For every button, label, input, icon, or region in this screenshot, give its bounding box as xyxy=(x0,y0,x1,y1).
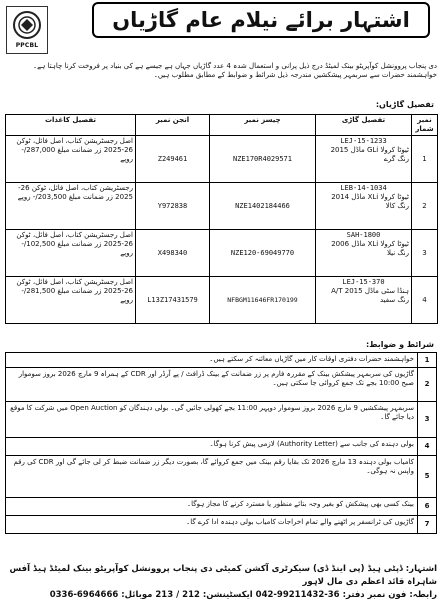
table-row xyxy=(6,277,438,324)
vehicle-description: ہنڈا سٹی ماڈل 2015 A/T رنگ سفید xyxy=(331,287,409,304)
row-serial: 2 xyxy=(412,183,438,230)
term-text: کامیاب بولی دہندہ 13 مارچ 2026 تک بقایا رقم بینک میں جمع کروائے گا، بصورت دیگر زر ضمانت ضبط کر لی جائے گی اور CDR کی رقم واپس نہ ہوگی۔ xyxy=(13,458,414,475)
row-documents: اصل رجسٹریشن کتاب، اصل فائل، ٹوکن 26-2025 زر ضمانت مبلغ 287,000/- روپے xyxy=(6,136,136,183)
terms-section-title: شرائط و ضوابط: xyxy=(366,340,434,349)
row-vehicle xyxy=(316,230,412,277)
table-row xyxy=(6,230,438,277)
row-engine: Y972838 xyxy=(136,183,210,230)
extension-label: ایکسٹینشن: xyxy=(202,590,253,600)
row-chassis: NZE1402184466 xyxy=(210,183,316,230)
header-documents: تفصیل کاغذات xyxy=(6,115,136,136)
vehicle-description: ٹیوٹا کرولا XLi ماڈل 2006 رنگ نیلا xyxy=(331,240,409,257)
term-item xyxy=(5,456,437,498)
header-vehicle: تفصیل گاڑی xyxy=(316,115,412,136)
intro-paragraph: دی پنجاب پروونشل کوآپریٹو بینک لمیٹڈ درج ذیل پرانی و استعمال شدہ 4 عدد گاڑیاں جہاں ہے جیسے ہے کی بنیاد پر فروخت کرنا چاہتا ہے۔ خواہشمند حضرات سے سربمہر پیشکشیں مندرجہ ذیل شرائط و ضوابط کے مطابق مطلوب ہیں۔ xyxy=(33,62,437,79)
header-engine: انجن نمبر xyxy=(136,115,210,136)
terms-list xyxy=(5,352,437,534)
header-serial: نمبر شمار xyxy=(412,115,438,136)
term-number: 2 xyxy=(417,368,436,401)
term-number: 3 xyxy=(417,402,436,437)
row-chassis: NZE120-69049770 xyxy=(210,230,316,277)
footer-contact xyxy=(5,563,437,602)
row-engine: Z249461 xyxy=(136,136,210,183)
row-vehicle xyxy=(316,136,412,183)
table-header-row xyxy=(6,115,438,136)
extension-number: 213 / 212 xyxy=(155,590,200,600)
row-engine: L13Z17431579 xyxy=(136,277,210,324)
header-chassis: چیسز نمبر xyxy=(210,115,316,136)
vehicles-table xyxy=(5,114,438,324)
term-item xyxy=(5,498,437,516)
term-number: 7 xyxy=(417,516,436,533)
row-chassis: NZE170R4029571 xyxy=(210,136,316,183)
term-text: گاڑیوں کی ٹرانسفر پر اٹھنے والے تمام اخراجات کامیاب بولی دہندہ ادا کرے گا۔ xyxy=(186,518,414,526)
term-number: 6 xyxy=(417,498,436,515)
registration-number: LEJ-15-370 xyxy=(342,278,385,286)
bank-logo xyxy=(6,6,48,54)
row-documents: اصل رجسٹریشن کتاب، اصل فائل، ٹوکن 26-2025 زر ضمانت مبلغ 102,500/- روپے xyxy=(6,230,136,277)
term-text: گاڑیوں کی سربمہر پیشکش بینک کے مقررہ فارم پر زر ضمانت کے بینک ڈرافٹ / پے آرڈر اور CDR کے ہمراہ 9 مارچ 2026 بروز سوموار صبح 10:00 بجے تک جمع کروائی جا سکتی ہیں۔ xyxy=(18,370,414,387)
registration-number: SAH-1800 xyxy=(346,231,381,239)
registration-number: LEB-14-1034 xyxy=(340,184,387,192)
row-vehicle xyxy=(316,183,412,230)
row-chassis: NFBGM11646FR170199 xyxy=(210,277,316,324)
table-row xyxy=(6,183,438,230)
logo-text: PPCBL xyxy=(15,42,39,49)
crest-icon xyxy=(12,10,42,40)
vehicles-section-title: تفصیل گاڑیاں: xyxy=(375,100,434,109)
term-text: خواہشمند حضرات دفتری اوقات کار میں گاڑیاں معائنہ کر سکتے ہیں۔ xyxy=(209,355,414,363)
term-item xyxy=(5,516,437,534)
row-vehicle xyxy=(316,277,412,324)
term-number: 1 xyxy=(417,353,436,367)
registration-number: LEJ-15-1233 xyxy=(340,137,387,145)
vehicle-description: ٹیوٹا کرولا XLi ماڈل 2014 رنگ کالا xyxy=(331,193,409,210)
term-item xyxy=(5,402,437,438)
footer-phones xyxy=(5,589,437,602)
term-text: بولی دہندہ کی جانب سے (Authority Letter) لازمی پیش کرنا ہوگا۔ xyxy=(209,440,414,448)
vehicle-description: ٹیوٹا کرولا GLi ماڈل 2015 رنگ گرے xyxy=(330,146,409,163)
row-serial: 1 xyxy=(412,136,438,183)
row-documents: رجسٹریشن کتاب، اصل فائل، ٹوکن 26-2025 زر ضمانت مبلغ 203,500/- روپے xyxy=(6,183,136,230)
term-item xyxy=(5,368,437,402)
office-phone: 042-99211432-36 xyxy=(255,590,340,600)
term-item xyxy=(5,352,437,368)
term-number: 4 xyxy=(417,438,436,455)
row-serial: 3 xyxy=(412,230,438,277)
row-engine: X498340 xyxy=(136,230,210,277)
mobile-number: 0336-6964666 xyxy=(49,590,119,600)
footer-address: اشتہار: ڈپٹی ہیڈ (پی اینڈ ڈی) سیکرٹری آکشن کمیٹی دی پنجاب پروونشل کوآپریٹو بینک لمیٹڈ ہیڈ آفس شاہراہ قائد اعظم دی مال لاہور xyxy=(9,564,437,587)
mobile-label: موبائل: xyxy=(121,590,153,600)
row-serial: 4 xyxy=(412,277,438,324)
term-text: بینک کسی بھی پیشکش کو بغیر وجہ بتائے منظور یا مسترد کرنے کا مجاز ہوگا۔ xyxy=(187,500,414,508)
term-number: 5 xyxy=(417,456,436,497)
table-row xyxy=(6,136,438,183)
row-documents: اصل رجسٹریشن کتاب، اصل فائل، ٹوکن 26-2025 زر ضمانت مبلغ 281,500/- روپے xyxy=(6,277,136,324)
headline: اشتہار برائے نیلام عام گاڑیاں xyxy=(92,2,430,38)
term-text: سربمہر پیشکشیں 9 مارچ 2026 بروز سوموار دوپہر 11:00 بجے کھولی جائیں گی۔ بولی دہندگان کو Open Auction میں شرکت کا موقع دیا جائے گا۔ xyxy=(10,404,414,421)
phone-label: رابطہ: فون نمبر دفتر: xyxy=(342,590,437,600)
term-item xyxy=(5,438,437,456)
